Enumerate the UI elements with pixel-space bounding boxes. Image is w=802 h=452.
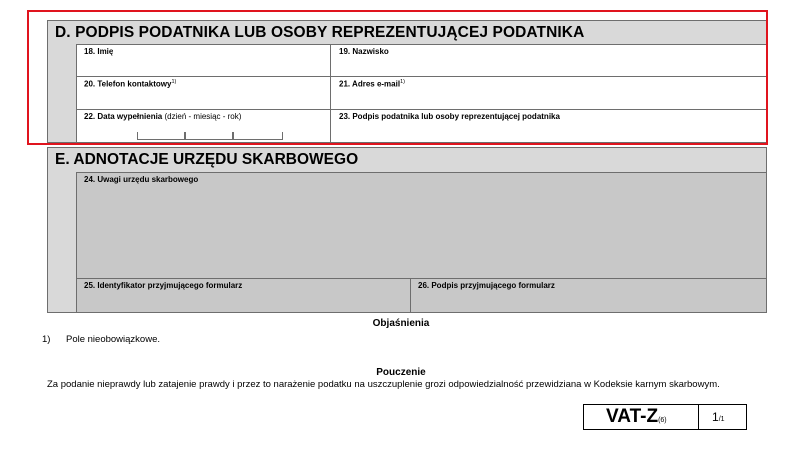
footnote-ref: 1) bbox=[171, 79, 177, 85]
footnote-number: 1) bbox=[42, 334, 51, 345]
field-22-hint: (dzień - miesiąc - rok) bbox=[164, 112, 242, 121]
field-19-label: 19. Nazwisko bbox=[339, 47, 389, 56]
section-e-title: E. ADNOTACJE URZĘDU SKARBOWEGO bbox=[55, 151, 359, 168]
page-number: 1/1 bbox=[712, 410, 725, 424]
page-total: /1 bbox=[718, 416, 725, 423]
section-e-grid bbox=[76, 172, 767, 313]
field-18-label: 18. Imię bbox=[84, 47, 114, 56]
form-code-divider bbox=[698, 404, 699, 430]
form-code: VAT-Z(6) bbox=[606, 406, 667, 427]
field-20-label: 20. Telefon kontaktowy$^{1)}$ bbox=[84, 79, 177, 89]
field-26-receiver-signature[interactable] bbox=[411, 279, 767, 313]
instruction-title: Pouczenie bbox=[376, 367, 426, 378]
field-26-label: 26. Podpis przyjmującego formularz bbox=[418, 281, 555, 290]
field-25-receiver-id[interactable] bbox=[77, 279, 411, 313]
field-22-label: 22. Data wypełnienia (dzień - miesiąc - rok) bbox=[84, 112, 242, 121]
highlight-box bbox=[27, 10, 768, 145]
field-23-label: 23. Podpis podatnika lub osoby reprezentującej podatnika bbox=[339, 112, 560, 121]
field-24-label: 24. Uwagi urzędu skarbowego bbox=[84, 175, 199, 184]
field-21-label: 21. Adres e-mail$^{1)}$ bbox=[339, 79, 405, 89]
explanations-title: Objaśnienia bbox=[372, 318, 430, 329]
field-24-office-notes[interactable] bbox=[77, 173, 767, 279]
section-d-title: D. PODPIS PODATNIKA LUB OSOBY REPREZENTUJĄCEJ PODATNIKA bbox=[55, 24, 585, 41]
instruction-text: Za podanie nieprawdy lub zatajenie prawdy i przez to narażenie podatku na uszczuplenie grozi odpowiedzialność przewidziana w Kodeksie karnym skarbowym. bbox=[47, 379, 720, 390]
footnote-text: Pole nieobowiązkowe. bbox=[66, 334, 161, 345]
form-version: (6) bbox=[658, 417, 667, 424]
field-25-label: 25. Identyfikator przyjmującego formularz bbox=[84, 281, 243, 290]
footnote-ref: 1) bbox=[400, 79, 405, 85]
